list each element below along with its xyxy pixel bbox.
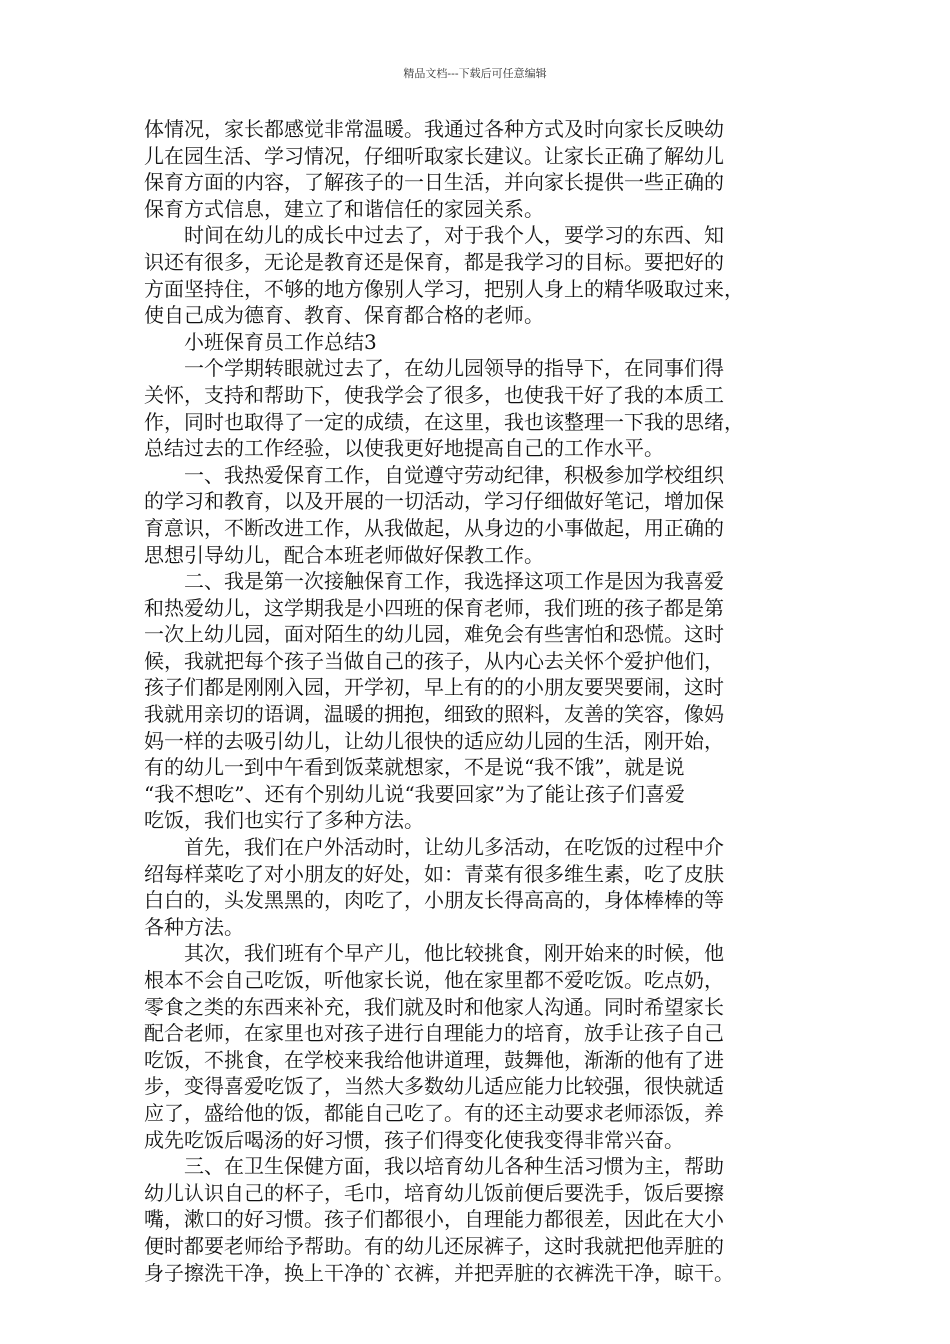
text-line: 绍每样菜吃了对小朋友的好处，如：青菜有很多维生素，吃了皮肤: [144, 861, 724, 886]
text-line: 配合老师，在家里也对孩子进行自理能力的培育，放手让孩子自己: [144, 1021, 724, 1046]
text-line: 首先，我们在户外活动时，让幼儿多活动，在吃饭的过程中介: [184, 835, 724, 860]
text-line: 其次，我们班有个早产儿，他比较挑食，刚开始来的时候，他: [184, 941, 724, 966]
text-line: 吃饭，我们也实行了多种方法。: [144, 808, 424, 833]
text-line: 我就用亲切的语调，温暖的拥抱，细致的照料，友善的笑容，像妈: [144, 702, 724, 727]
text-line: 幼儿认识自己的杯子，毛巾，培育幼儿饭前便后要洗手，饭后要擦: [144, 1180, 724, 1205]
text-line: 成先吃饭后喝汤的好习惯，孩子们得变化使我变得非常兴奋。: [144, 1127, 684, 1152]
text-line: 的学习和教育，以及开展的一切活动，学习仔细做好笔记，增加保: [144, 489, 724, 514]
text-line: 保育方式信息，建立了和谐信任的家园关系。: [144, 196, 544, 221]
text-line: 小班保育员工作总结3: [184, 329, 377, 354]
text-line: 应了，盛给他的饭，都能自己吃了。有的还主动要求老师添饭，养: [144, 1100, 724, 1125]
text-line: 思想引导幼儿，配合本班老师做好保教工作。: [144, 542, 544, 567]
text-line: 总结过去的工作经验，以使我更好地提高自己的工作水平。: [144, 436, 664, 461]
text-line: 便时都要老师给予帮助。有的幼儿还尿裤子，这时我就把他弄脏的: [144, 1233, 724, 1258]
document-body: [144, 116, 810, 1286]
text-line: “我不想吃”、还有个别幼儿说“我要回家”为了能让孩子们喜爱: [144, 781, 685, 806]
text-line: 一次上幼儿园，面对陌生的幼儿园，难免会有些害怕和恐慌。这时: [144, 622, 724, 647]
text-line: 零食之类的东西来补充，我们就及时和他家人沟通。同时希望家长: [144, 994, 724, 1019]
text-line: 二、我是第一次接触保育工作，我选择这项工作是因为我喜爱: [184, 569, 724, 594]
text-line: 有的幼儿一到中午看到饭菜就想家，不是说“我不饿”，就是说: [144, 755, 685, 780]
text-line: 识还有很多，无论是教育还是保育，都是我学习的目标。要把好的: [144, 249, 724, 274]
page-header: 精品文档---下载后可任意编辑: [403, 67, 547, 80]
text-line: 根本不会自己吃饭，听他家长说，他在家里都不爱吃饭。吃点奶，: [144, 968, 724, 992]
text-line: 白白的，头发黑黑的，肉吃了，小朋友长得高高的，身体棒棒的等: [144, 888, 724, 913]
text-line: 方面坚持住，不够的地方像别人学习，把别人身上的精华吸取过来，: [144, 276, 744, 301]
text-line: 关怀，支持和帮助下，使我学会了很多，也使我干好了我的本质工: [144, 382, 724, 407]
text-line: 身子擦洗干净，换上干净的`衣裤，并把弄脏的衣裤洗干净，晾干。: [144, 1260, 734, 1285]
text-line: 各种方法。: [144, 914, 244, 939]
text-line: 时间在幼儿的成长中过去了，对于我个人，要学习的东西、知: [184, 223, 724, 248]
text-line: 和热爱幼儿，这学期我是小四班的保育老师，我们班的孩子都是第: [144, 595, 724, 620]
text-line: 作，同时也取得了一定的成绩，在这里，我也该整理一下我的思绪，: [144, 409, 744, 434]
text-line: 一、我热爱保育工作，自觉遵守劳动纪律，积极参加学校组织: [184, 462, 724, 487]
text-line: 使自己成为德育、教育、保育都合格的老师。: [144, 303, 544, 328]
text-line: 体情况，家长都感觉非常温暖。我通过各种方式及时向家长反映幼: [144, 117, 724, 141]
text-line: 儿在园生活、学习情况，仔细听取家长建议。让家长正确了解幼儿: [144, 143, 724, 168]
text-line: 妈一样的去吸引幼儿，让幼儿很快的适应幼儿园的生活，刚开始，: [144, 728, 724, 753]
text-line: 吃饭，不挑食，在学校来我给他讲道理，鼓舞他，渐渐的他有了进: [144, 1047, 724, 1072]
text-line: 一个学期转眼就过去了，在幼儿园领导的指导下，在同事们得: [184, 356, 724, 381]
text-line: 步，变得喜爱吃饭了，当然大多数幼儿适应能力比较强，很快就适: [144, 1074, 724, 1099]
text-line: 保育方面的内容，了解孩子的一日生活，并向家长提供一些正确的: [144, 170, 724, 195]
text-line: 嘴，漱口的好习惯。孩子们都很小，自理能力都很差，因此在大小: [144, 1207, 724, 1232]
text-line: 孩子们都是刚刚入园，开学初，早上有的的小朋友要哭要闹，这时: [144, 675, 724, 700]
text-line: 育意识，不断改进工作，从我做起，从身边的小事做起，用正确的: [144, 515, 724, 540]
text-line: 三、在卫生保健方面，我以培育幼儿各种生活习惯为主，帮助: [184, 1154, 724, 1179]
text-line: 候，我就把每个孩子当做自己的孩子，从内心去关怀个爱护他们，: [144, 648, 724, 673]
